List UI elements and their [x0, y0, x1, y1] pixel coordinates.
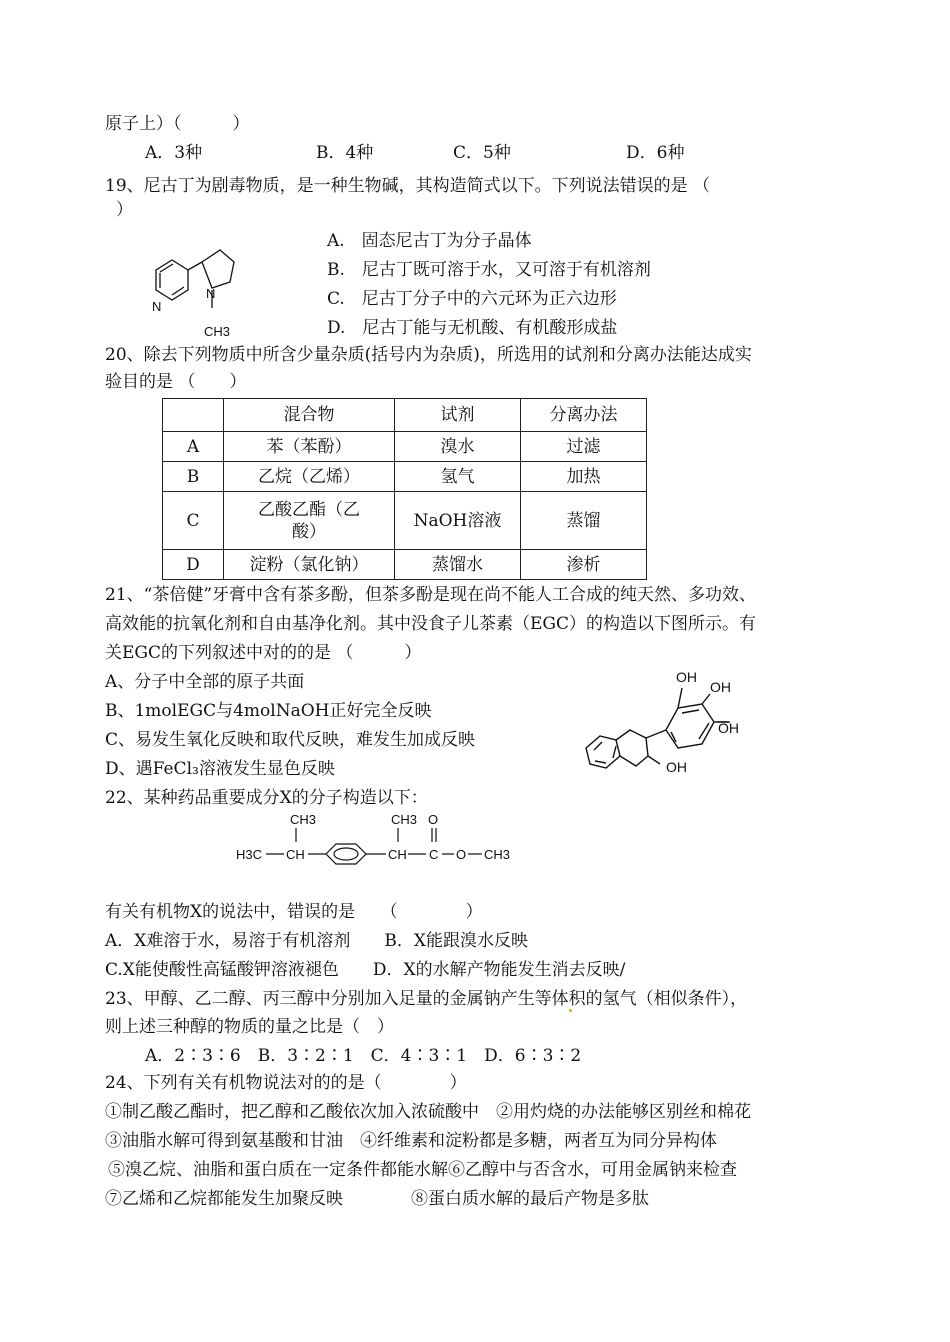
q18-option-c: C．5种 [453, 143, 511, 163]
table-cell: 蒸馏水 [395, 550, 521, 580]
table-cell: 蒸馏 [521, 492, 647, 550]
q20-stem-line2: 验目的是 （ ） [105, 372, 247, 392]
yellow-dot-mark [569, 1009, 572, 1012]
table-header-row [163, 399, 647, 432]
x-label-h3c: H3C [236, 847, 263, 862]
x-label-o-ester: O [456, 847, 467, 862]
x-label-ch3-top-left: CH3 [290, 812, 317, 827]
q23-options: A．2∶3∶6 B．3∶2∶1 C．4∶3∶1 D．6∶3∶2 [145, 1046, 582, 1066]
table-cell: 乙酸乙酯（乙酸） [224, 492, 395, 550]
nicotine-label-ch3: CH3 [204, 324, 231, 339]
q21-option-a: A、分子中全部的原子共面 [105, 672, 305, 692]
table-cell: NaOH溶液 [395, 492, 521, 550]
q23-stem-line2: 则上述三种醇的物质的量之比是（ ） [105, 1017, 394, 1037]
q24-item-line3: ⑤溴乙烷、油脂和蛋白质在一定条件都能水解⑥乙醇中与否含水，可用金属钠来检查 [108, 1160, 737, 1180]
table-cell: B [163, 462, 224, 492]
q19-stem-tail: ） [116, 200, 133, 220]
x-label-ch-right: CH [388, 847, 407, 862]
x-label-ch3-end: CH3 [484, 847, 511, 862]
table-cell: C [163, 492, 224, 550]
egc-oh-3: OH [718, 720, 739, 736]
q21-option-d: D、遇FeCl₃溶液发生显色反映 [105, 759, 335, 779]
q19-stem: 19、尼古丁为剧毒物质，是一种生物碱，其构造简式以下。下列说法错误的是 （ [105, 176, 711, 196]
nicotine-structure [130, 240, 250, 345]
egc-oh-4: OH [666, 759, 687, 775]
nicotine-label-n1: N [152, 299, 162, 314]
table-cell: 溴水 [395, 432, 521, 462]
table-cell: 过滤 [521, 432, 647, 462]
table-header-cell: 分离办法 [521, 399, 647, 432]
q24-item-line4: ⑦乙烯和乙烷都能发生加聚反映 ⑧蛋白质水解的最后产物是多肽 [105, 1189, 649, 1209]
q22-options-ab: A．X难溶于水，易溶于有机溶剂 B．X能跟溴水反映 [105, 931, 528, 951]
table-cell: 苯（苯酚） [224, 432, 395, 462]
q22-question: 有关有机物X的说法中，错误的是 （ ） [105, 902, 483, 922]
q22-stem: 22、某种药品重要成分X的分子构造以下： [105, 788, 428, 808]
q18-option-d: D．6种 [626, 143, 685, 163]
table-cell: 淀粉（氯化钠） [224, 550, 395, 580]
q19-option-a: A. 固态尼古丁为分子晶体 [327, 231, 532, 251]
q20-stem-line1: 20、除去下列物质中所含少量杂质(括号内为杂质)，所选用的试剂和分离办法能达成实 [105, 345, 752, 365]
q21-option-b: B、1molEGC与4molNaOH正好完全反映 [105, 701, 432, 721]
q19-option-c: C. 尼古丁分子中的六元环为正六边形 [327, 289, 617, 309]
table-cell: 乙烷（乙烯） [224, 462, 395, 492]
table-row [163, 432, 647, 462]
q22-options-cd: C.X能使酸性高锰酸钾溶液褪色 D．X的水解产物能发生消去反映/ [105, 960, 626, 980]
table-row [163, 462, 647, 492]
q24-item-line2: ③油脂水解可得到氨基酸和甘油 ④纤维素和淀粉都是多糖，两者互为同分异构体 [105, 1131, 717, 1151]
x-label-ch3-top-right: CH3 [391, 812, 418, 827]
q18-option-b: B．4种 [316, 143, 374, 163]
table-header-cell: 混合物 [224, 399, 395, 432]
q18-stem-tail: 原子上）（ ） [105, 114, 250, 134]
egc-structure [578, 660, 778, 790]
nicotine-label-n2: N [206, 286, 216, 301]
table-cell: 加热 [521, 462, 647, 492]
q18-option-a: A．3种 [145, 143, 203, 163]
q23-stem-line1: 23、甲醇、乙二醇、丙三醇中分别加入足量的金属钠产生等体积的氢气（相似条件）， [105, 989, 748, 1009]
table-cell: 渗析 [521, 550, 647, 580]
q19-option-d: D. 尼古丁能与无机酸、有机酸形成盐 [327, 318, 618, 338]
table-header-cell [163, 399, 224, 432]
table-cell: A [163, 432, 224, 462]
q21-option-c: C、易发生氧化反映和取代反映，难发生加成反映 [105, 730, 476, 750]
table-cell: 氢气 [395, 462, 521, 492]
q24-stem: 24、下列有关有机物说法对的的是（ ） [105, 1073, 467, 1093]
egc-oh-2: OH [710, 679, 731, 695]
separation-table [162, 398, 647, 580]
ibuprofen-ester-structure [236, 808, 526, 868]
table-row [163, 492, 647, 550]
x-label-c: C [429, 847, 439, 862]
q21-stem-line2: 高效能的抗氧化剂和自由基净化剂。其中没食子儿茶素（EGC）的构造以下图所示。有 [105, 614, 756, 634]
x-label-o-carbonyl: O [428, 812, 439, 827]
q21-stem-line3: 关EGC的下列叙述中对的的是 （ ） [105, 643, 422, 663]
table-cell: D [163, 550, 224, 580]
table-header-cell: 试剂 [395, 399, 521, 432]
q21-stem-line1: 21、“茶倍健”牙膏中含有茶多酚，但茶多酚是现在尚不能人工合成的纯天然、多功效、 [105, 585, 757, 605]
q24-item-line1: ①制乙酸乙酯时，把乙醇和乙酸依次加入浓硫酸中 ②用灼烧的办法能够区别丝和棉花 [105, 1102, 751, 1122]
egc-oh-1: OH [676, 669, 697, 685]
q19-option-b: B. 尼古丁既可溶于水，又可溶于有机溶剂 [327, 260, 651, 280]
x-label-ch-left: CH [286, 847, 305, 862]
table-row [163, 550, 647, 580]
